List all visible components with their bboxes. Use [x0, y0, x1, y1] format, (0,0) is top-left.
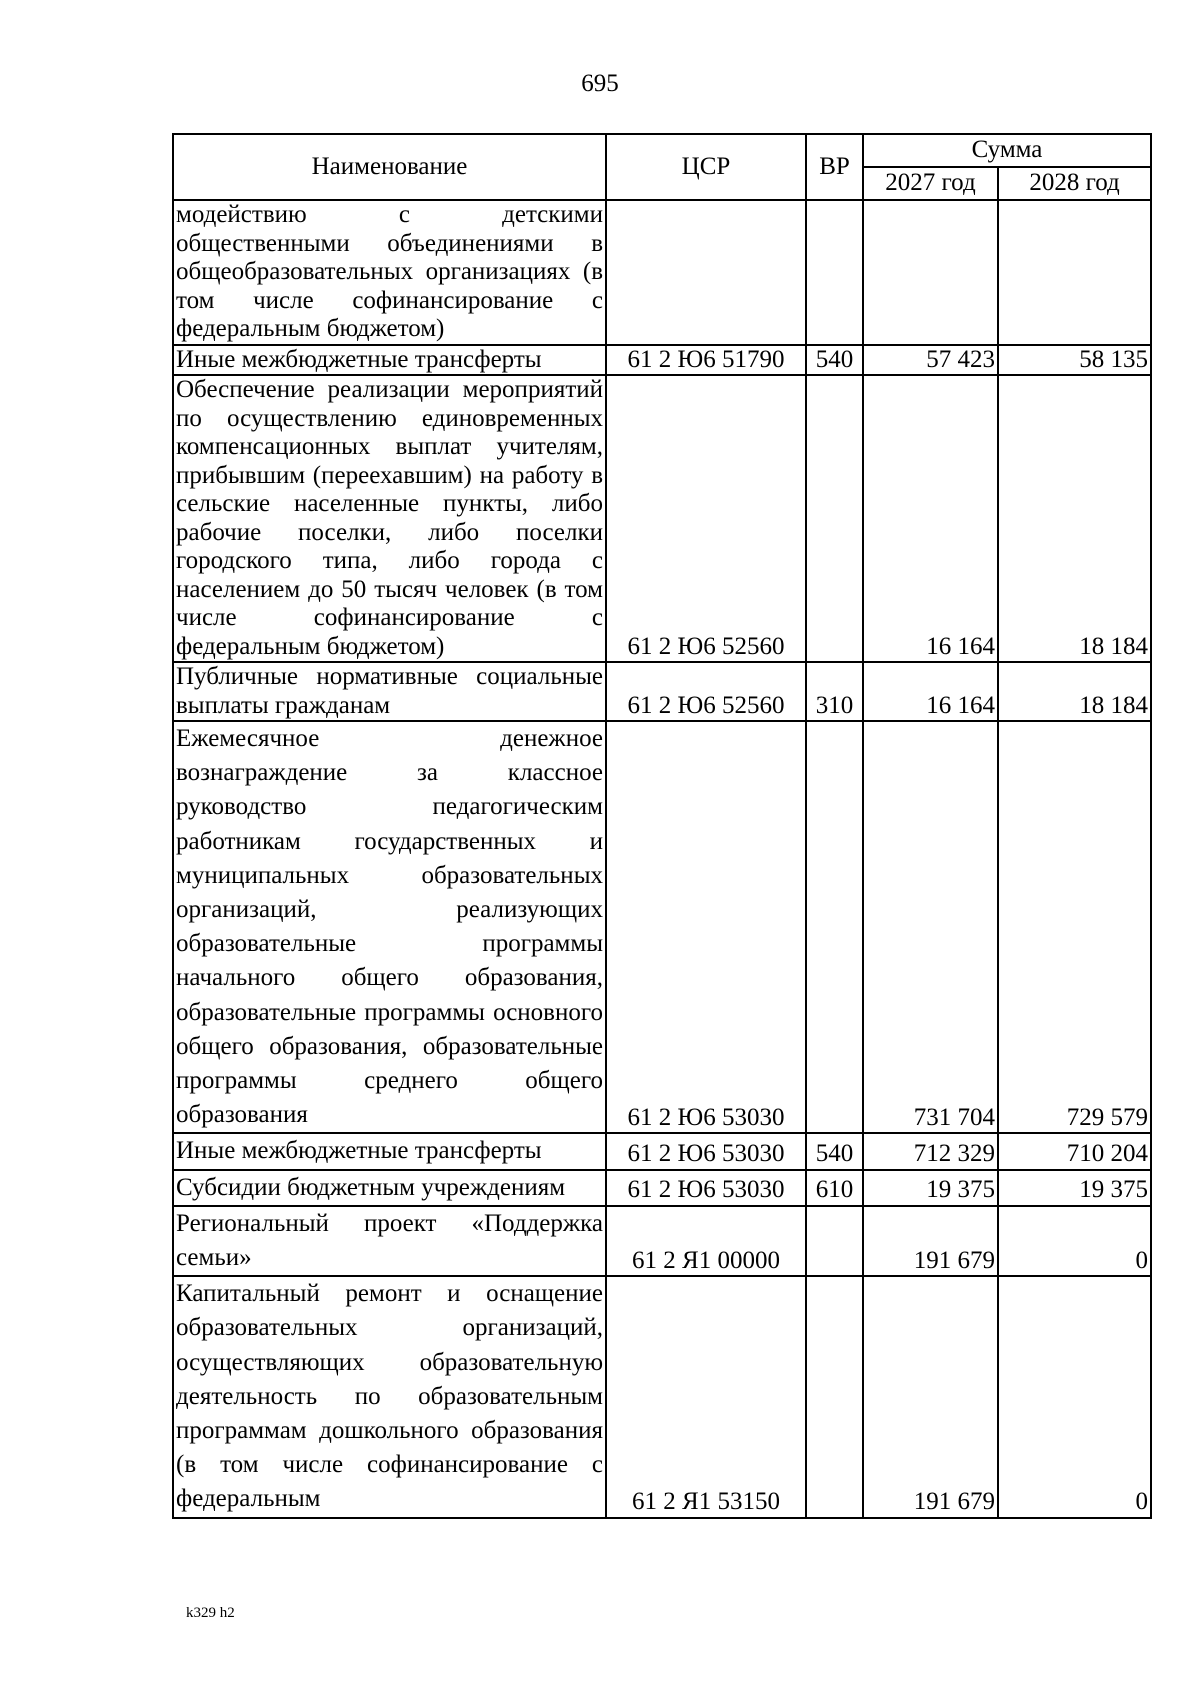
header-name: Наименование [173, 134, 606, 200]
row-csr: 61 2 Ю6 51790 [606, 345, 806, 376]
row-csr: 61 2 Ю6 52560 [606, 375, 806, 662]
row-2027 [863, 200, 998, 345]
row-2028: 0 [998, 1206, 1151, 1276]
row-2027: 712 329 [863, 1133, 998, 1169]
row-name: Иные межбюджетные трансферты [173, 1133, 606, 1169]
header-csr: ЦСР [606, 134, 806, 200]
row-2028: 729 579 [998, 721, 1151, 1133]
row-2028: 18 184 [998, 662, 1151, 721]
row-name: модействию с детскими общественными объединениями в общеобразовательных организациях (в том числе софинансирование с федеральным бюджетом) [173, 200, 606, 345]
row-vr [806, 721, 863, 1133]
table-row [173, 375, 1151, 662]
table-row [173, 1133, 1151, 1169]
table-row [173, 1170, 1151, 1206]
row-csr: 61 2 Ю6 52560 [606, 662, 806, 721]
row-csr: 61 2 Ю6 53030 [606, 1170, 806, 1206]
row-vr [806, 375, 863, 662]
footer-code: k329 h2 [186, 1605, 235, 1621]
row-2027: 19 375 [863, 1170, 998, 1206]
row-2027: 16 164 [863, 375, 998, 662]
table-row [173, 721, 1151, 1133]
row-vr [806, 1206, 863, 1276]
row-vr: 310 [806, 662, 863, 721]
header-year-2028: 2028 год [998, 167, 1151, 200]
row-vr [806, 200, 863, 345]
row-2027: 57 423 [863, 345, 998, 376]
page-number: 695 [581, 70, 619, 97]
row-name: Публичные нормативные социальные выплаты гражданам [173, 662, 606, 721]
row-csr: 61 2 Ю6 53030 [606, 721, 806, 1133]
row-2028: 19 375 [998, 1170, 1151, 1206]
header-vr: ВР [806, 134, 863, 200]
row-vr [806, 1276, 863, 1517]
row-2027: 191 679 [863, 1276, 998, 1517]
row-2028: 710 204 [998, 1133, 1151, 1169]
row-vr: 540 [806, 1133, 863, 1169]
row-2027: 731 704 [863, 721, 998, 1133]
row-vr: 540 [806, 345, 863, 376]
row-2028: 18 184 [998, 375, 1151, 662]
row-csr: 61 2 Я1 53150 [606, 1276, 806, 1517]
budget-table [172, 133, 1152, 1519]
row-csr [606, 200, 806, 345]
row-name: Обеспечение реализации мероприятий по осуществлению единовременных компенсационных выплат учителям, прибывшим (переехавшим) на работу в сельские населенные пункты, либо рабочие поселки, либо поселки городского типа, либо города с населением до 50 тысяч человек (в том числе софинансирование с федеральным бюджетом) [173, 375, 606, 662]
header-year-2027: 2027 год [863, 167, 998, 200]
table-row [173, 1276, 1151, 1517]
table-row [173, 200, 1151, 345]
row-2027: 191 679 [863, 1206, 998, 1276]
table-row [173, 662, 1151, 721]
row-name: Региональный проект «Поддержка семьи» [173, 1206, 606, 1276]
row-2028 [998, 200, 1151, 345]
row-2028: 0 [998, 1276, 1151, 1517]
table-row [173, 1206, 1151, 1276]
row-name: Субсидии бюджетным учреждениям [173, 1170, 606, 1206]
header-sum: Сумма [863, 134, 1151, 167]
row-2027: 16 164 [863, 662, 998, 721]
row-vr: 610 [806, 1170, 863, 1206]
row-name: Капитальный ремонт и оснащение образовательных организаций, осуществляющих образовательную деятельность по образовательным программам дошкольного образования (в том числе софинансирование с федеральным [173, 1276, 606, 1517]
row-name: Ежемесячное денежное вознаграждение за классное руководство педагогическим работникам государственных и муниципальных образовательных организаций, реализующих образовательные программы начального общего образования, образовательные программы основного общего образования, образовательные программы среднего общего образования [173, 721, 606, 1133]
row-csr: 61 2 Ю6 53030 [606, 1133, 806, 1169]
row-csr: 61 2 Я1 00000 [606, 1206, 806, 1276]
row-name: Иные межбюджетные трансферты [173, 345, 606, 376]
table-row [173, 345, 1151, 376]
row-2028: 58 135 [998, 345, 1151, 376]
